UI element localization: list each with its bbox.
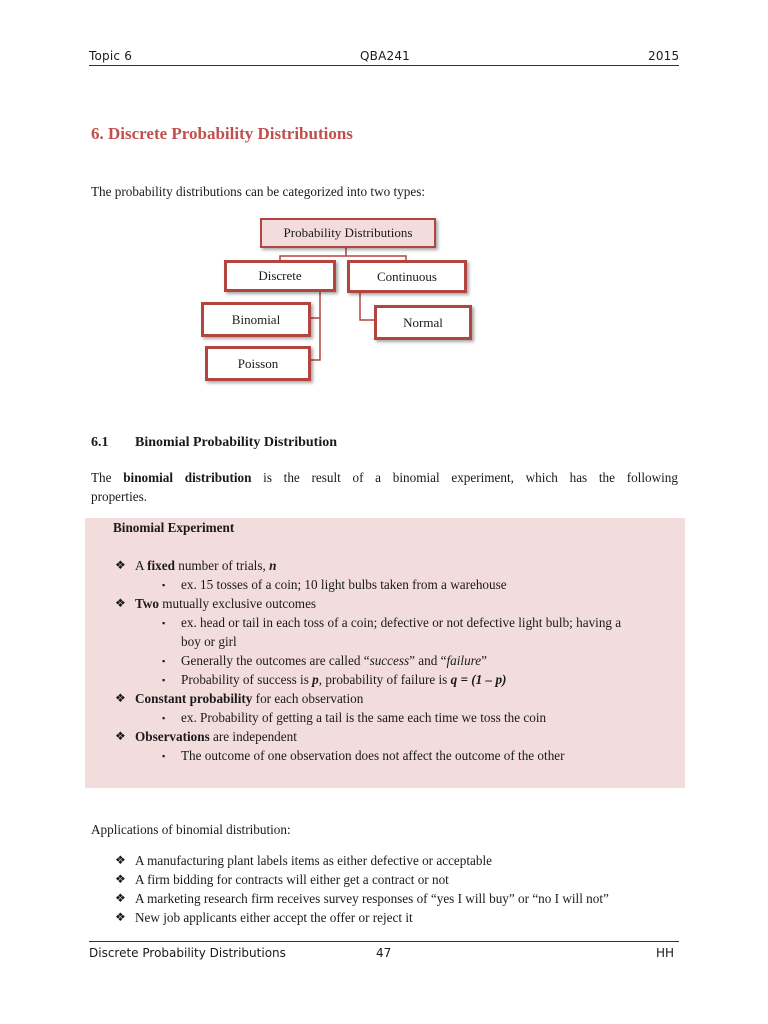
application-text: A manufacturing plant labels items as either defective or acceptable	[135, 853, 493, 868]
binomial-experiment-panel	[85, 518, 685, 788]
section-number: 6.1	[91, 435, 109, 450]
para-rest: is the result of a binomial experiment, which has the following	[251, 470, 678, 485]
b2s2-q1o: “	[363, 653, 370, 668]
node-probability-distributions: Probability Distributions	[260, 218, 436, 248]
header-course: QBA241	[360, 49, 410, 63]
b4-rest: are independent	[209, 729, 297, 744]
diamond-bullet-icon: ❖	[115, 891, 126, 905]
diamond-bullet-icon: ❖	[115, 691, 126, 705]
node-poisson: Poisson	[205, 346, 311, 381]
section-title: Binomial Probability Distribution	[135, 435, 337, 450]
binomial-paragraph-line2: properties.	[91, 489, 148, 504]
b1-bold: fixed	[147, 558, 175, 573]
b2s3-p: p	[312, 672, 319, 687]
connector-discrete-binomial	[310, 290, 320, 318]
b3-bold: Constant probability	[135, 691, 253, 706]
square-bullet-icon: ▪	[162, 580, 166, 590]
panel-heading: Binomial Experiment	[113, 520, 235, 535]
b4s1-text: The outcome of one observation does not affect the outcome of the other	[181, 748, 565, 763]
b2-rest: mutually exclusive outcomes	[158, 596, 317, 611]
b3s1-text: ex. Probability of getting a tail is the same each time we toss the coin	[181, 710, 547, 725]
diamond-bullet-icon: ❖	[115, 558, 126, 572]
application-text: A marketing research firm receives survey responses of “yes I will buy” or “no I will not”	[135, 891, 609, 906]
b1s1-text: ex. 15 tosses of a coin; 10 light bulbs taken from a warehouse	[181, 577, 507, 592]
header-year: 2015	[648, 49, 680, 63]
applications-list	[85, 851, 685, 931]
diagram-connectors	[0, 0, 768, 420]
b2s2-failure: failure	[446, 653, 482, 668]
square-bullet-icon: ▪	[162, 751, 166, 761]
para-pre: The	[91, 470, 124, 485]
b2s3-pre: Probability of success is	[181, 672, 313, 687]
square-bullet-icon: ▪	[162, 675, 166, 685]
node-continuous: Continuous	[347, 260, 467, 293]
node-normal: Normal	[374, 305, 472, 340]
applications-heading: Applications of binomial distribution:	[91, 822, 291, 837]
diamond-bullet-icon: ❖	[115, 872, 126, 886]
connector-discrete-poisson	[310, 318, 320, 360]
b2s3-mid: , probability of failure is	[318, 672, 451, 687]
node-binomial: Binomial	[201, 302, 311, 337]
square-bullet-icon: ▪	[162, 656, 166, 666]
application-text: New job applicants either accept the offer or reject it	[135, 910, 413, 925]
page-number: 47	[376, 946, 392, 960]
b1-n: n	[269, 558, 277, 573]
para-bold-term: binomial distribution	[123, 470, 252, 485]
diamond-bullet-icon: ❖	[115, 596, 126, 610]
square-bullet-icon: ▪	[162, 713, 166, 723]
b2s3-q: q = (1 – p)	[450, 672, 507, 687]
node-discrete: Discrete	[224, 260, 336, 292]
b1-mid: number of trials,	[174, 558, 270, 573]
application-text: A firm bidding for contracts will either get a contract or not	[135, 872, 449, 887]
diamond-bullet-icon: ❖	[115, 910, 126, 924]
header-topic: Topic 6	[89, 49, 133, 63]
footer-chapter: Discrete Probability Distributions	[89, 946, 286, 960]
binomial-paragraph-line1	[91, 468, 678, 487]
diamond-bullet-icon: ❖	[115, 729, 126, 743]
b2-bold: Two	[135, 596, 159, 611]
square-bullet-icon: ▪	[162, 618, 166, 628]
b2s1a-text: ex. head or tail in each toss of a coin; defective or not defective light bulb; having a	[181, 615, 622, 630]
b2s2-q2c: ”	[481, 653, 488, 668]
b2s1b-text: boy or girl	[181, 634, 237, 649]
b2s2-q1c: ” and “	[409, 653, 447, 668]
b3-rest: for each observation	[252, 691, 364, 706]
intro-text: The probability distributions can be categorized into two types:	[91, 184, 426, 199]
b2s2-success: success	[369, 653, 410, 668]
footer-initials: HH	[656, 946, 675, 960]
page-title: 6. Discrete Probability Distributions	[91, 124, 353, 143]
b2s2-pre: Generally the outcomes are called	[181, 653, 364, 668]
diamond-bullet-icon: ❖	[115, 853, 126, 867]
b1-pre: A	[135, 558, 148, 573]
b4-bold: Observations	[135, 729, 210, 744]
footer-rule	[89, 941, 679, 942]
